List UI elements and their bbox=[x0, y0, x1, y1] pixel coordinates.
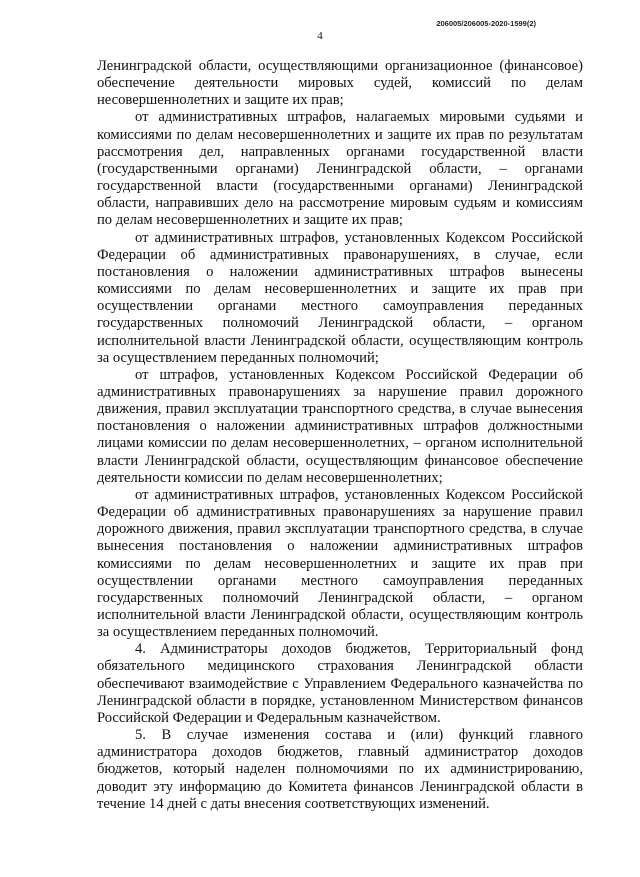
page-number: 4 bbox=[317, 30, 323, 42]
paragraph-fines-commissions: от административных штрафов, установленных Кодексом Российской Федерации об административных правонарушениях, в случае, если постановления о наложении административных штрафов вынесены комиссиями по делам несовершеннолетних и защите их прав при осуществлении органами местного самоуправления переданных государственных полномочий Ленинградской области, – органом исполнительной власти Ленинградской области, осуществляющим контроль за осуществлением переданных полномочий; bbox=[97, 229, 583, 366]
paragraph-continuation: Ленинградской области, осуществляющими организационное (финансовое) обеспечение деятельности мировых судей, комиссий по делам несовершеннолетних и защите их прав; bbox=[97, 58, 583, 109]
paragraph-fines-magistrates: от административных штрафов, налагаемых мировыми судьями и комиссиями по делам несовершеннолетних и защите их прав по результатам рассмотрения дел, направленных органами государственной власти (государственными органами) Ленинградской области, – органами государственной власти (государственными органами) Ленинградской области, направивших дело на рассмотрение мировым судьям и комиссиям по делам несовершеннолетних и защите их прав; bbox=[97, 109, 583, 229]
document-body bbox=[97, 58, 583, 813]
paragraph-traffic-fines-commissions: от административных штрафов, установленных Кодексом Российской Федерации об административных правонарушениях за нарушение правил дорожного движения, правил эксплуатации транспортного средства, в случае вынесения постановления о наложении административных штрафов комиссиями по делам несовершеннолетних и защите их прав при осуществлении органами местного самоуправления переданных государственных полномочий Ленинградской области, – органом исполнительной власти Ленинградской области, осуществляющим контроль за осуществлением переданных полномочий. bbox=[97, 486, 583, 641]
paragraph-item-5: 5. В случае изменения состава и (или) функций главного администратора доходов бюджетов, главный администратор доходов бюджетов, который наделен полномочиями по их администрированию, доводит эту информацию до Комитета финансов Ленинградской области в течение 14 дней с даты внесения соответствующих изменений. bbox=[97, 727, 583, 812]
paragraph-item-4: 4. Администраторы доходов бюджетов, Территориальный фонд обязательного медицинского страхования Ленинградской области обеспечивают взаимодействие с Управлением Федерального казначейства по Ленинградской области в порядке, установленном Министерством финансов Российской Федерации и Федеральным казначейством. bbox=[97, 641, 583, 726]
document-code: 206005/206005-2020-1599(2) bbox=[436, 19, 536, 28]
paragraph-traffic-fines-officials: от штрафов, установленных Кодексом Российской Федерации об административных правонарушениях за нарушение правил дорожного движения, правил эксплуатации транспортного средства, в случае вынесения постановления о наложении административных штрафов должностными лицами комиссии по делам несовершеннолетних, – органом исполнительной власти Ленинградской области, осуществляющим финансовое обеспечение деятельности комиссии по делам несовершеннолетних; bbox=[97, 366, 583, 486]
